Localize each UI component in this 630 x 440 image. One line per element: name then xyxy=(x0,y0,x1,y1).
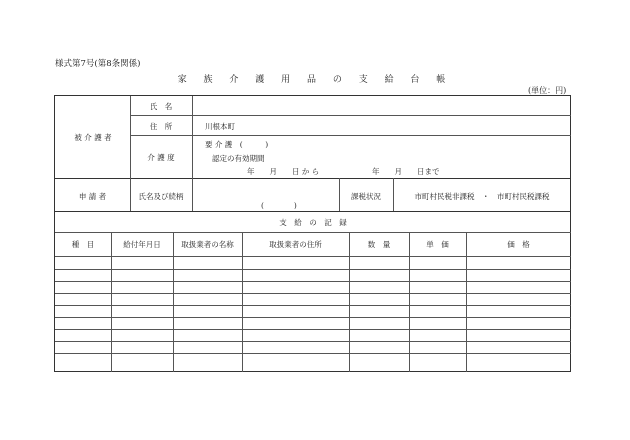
col-vendor-name: 取扱業者の名称 xyxy=(181,240,234,249)
records-title: 支 給 の 記 録 xyxy=(279,218,347,227)
validity-from: 年 月 日 か ら xyxy=(247,167,320,176)
recipient-section-label: 被 介 護 者 xyxy=(74,133,112,142)
applicant-section-label: 申 請 者 xyxy=(78,192,107,201)
validity-to: 年 月 日まで xyxy=(372,167,440,176)
tax-options: 市町村民税非課税 ・ 市町村民税課税 xyxy=(414,192,550,201)
unit-label: (単位：円) xyxy=(528,86,567,95)
name-relation-label: 氏名及び続柄 xyxy=(138,192,184,201)
address-value: 川根本町 xyxy=(205,122,235,131)
tax-status-label: 課税状況 xyxy=(351,192,381,201)
col-price: 価 格 xyxy=(507,240,530,249)
care-level-text: 要 介 護 ( ) xyxy=(205,140,269,149)
form-table xyxy=(54,95,571,372)
name-label: 氏 名 xyxy=(149,102,173,111)
validity-label: 認定の有効期間 xyxy=(212,154,265,163)
form-title: 家 族 介 護 用 品 の 支 給 台 帳 xyxy=(177,75,453,85)
col-quantity: 数 量 xyxy=(367,240,391,249)
form-number: 様式第7号(第8条関係) xyxy=(55,59,141,69)
address-label: 住 所 xyxy=(149,122,173,131)
col-item: 種 目 xyxy=(71,240,95,249)
col-vendor-address: 取扱業者の住所 xyxy=(269,240,322,249)
col-date: 給付年月日 xyxy=(123,240,161,249)
col-unit-price: 単 価 xyxy=(426,240,449,249)
care-level-label: 介 護 度 xyxy=(147,153,175,162)
relation-paren: ( ) xyxy=(261,201,297,210)
